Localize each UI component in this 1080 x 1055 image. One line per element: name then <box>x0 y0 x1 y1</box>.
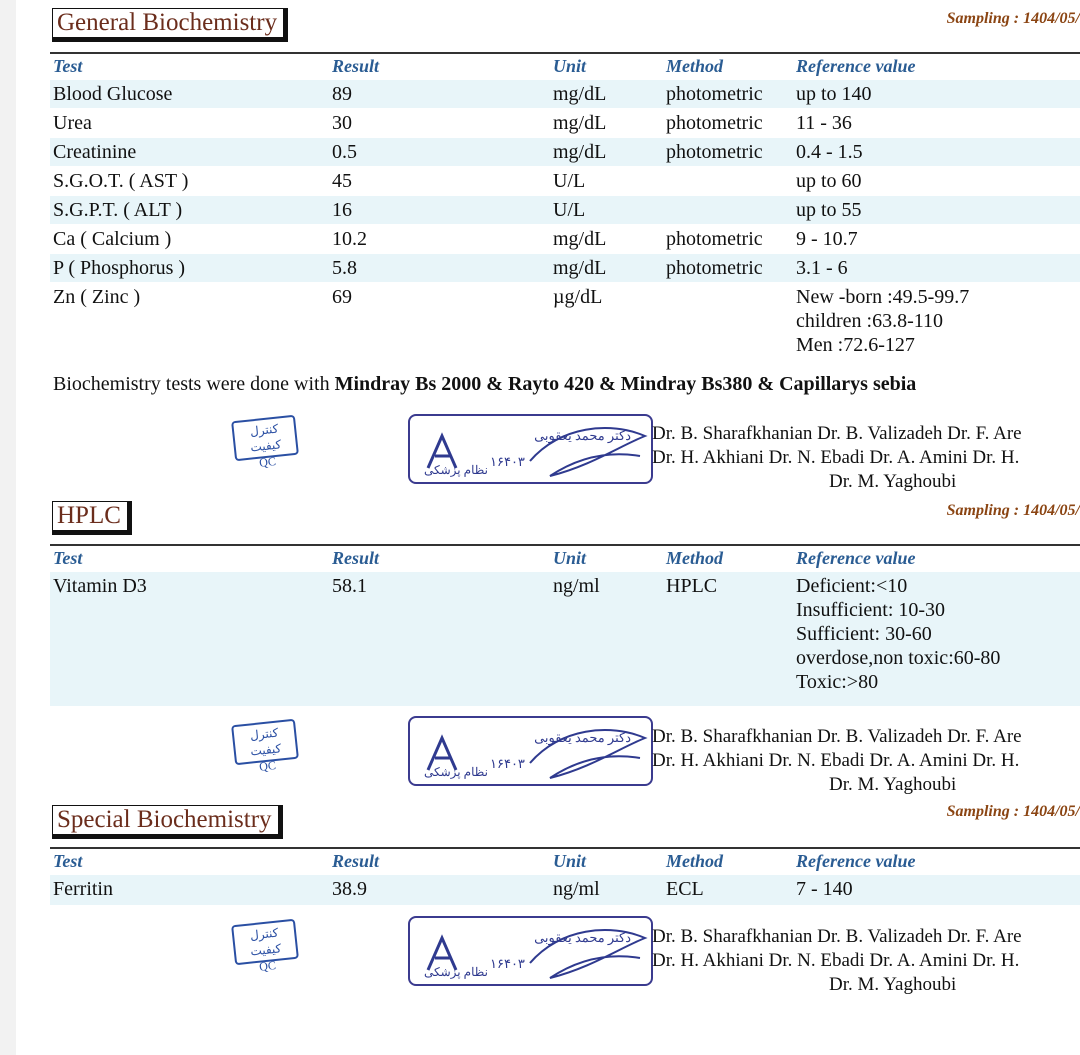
test-reference: Sufficient: 30-60 <box>796 623 932 645</box>
test-unit: mg/dL <box>553 83 607 105</box>
doctors-line: Dr. H. Akhiani Dr. N. Ebadi Dr. A. Amini Dr. H. <box>652 447 1020 468</box>
header-method: Method <box>666 56 724 76</box>
divider <box>50 52 1080 54</box>
test-result: 69 <box>332 286 352 308</box>
test-reference: 9 - 10.7 <box>796 228 858 250</box>
test-name: S.G.P.T. ( ALT ) <box>53 199 183 221</box>
test-name: Vitamin D3 <box>53 575 147 597</box>
test-name: Blood Glucose <box>53 83 173 105</box>
doctors-list <box>652 725 1022 797</box>
doctor-stamp <box>408 414 653 484</box>
header-result: Result <box>332 56 380 76</box>
qc-stamp-label: QC <box>258 958 277 974</box>
test-result: 45 <box>332 170 352 192</box>
test-result: 16 <box>332 199 352 221</box>
doctor-stamp <box>408 716 653 786</box>
doctor-stamp <box>408 916 653 986</box>
doctors-line: Dr. M. Yaghoubi <box>829 974 957 995</box>
qc-stamp <box>231 919 299 974</box>
sampling-date-special: Sampling : 1404/05/ <box>946 803 1080 820</box>
test-reference: overdose,non toxic:60-80 <box>796 647 1001 669</box>
qc-stamp <box>231 415 299 470</box>
qc-stamp-label: QC <box>258 758 277 774</box>
test-unit: mg/dL <box>553 228 607 250</box>
header-method: Method <box>666 851 724 871</box>
doctors-line: Dr. H. Akhiani Dr. N. Ebadi Dr. A. Amini Dr. H. <box>652 950 1020 971</box>
test-unit: ng/ml <box>553 878 600 900</box>
test-reference: 7 - 140 <box>796 878 853 900</box>
test-reference: up to 140 <box>796 83 872 105</box>
test-reference: Men :72.6-127 <box>796 334 915 356</box>
test-name: Ferritin <box>53 878 113 900</box>
qc-stamp <box>231 719 299 774</box>
test-unit: mg/dL <box>553 141 607 163</box>
equipment-note-instruments: Mindray Bs 2000 & Rayto 420 & Mindray Bs380 & Capillarys sebia <box>334 373 917 395</box>
doctors-line: Dr. B. Sharafkhanian Dr. B. Valizadeh Dr. F. Are <box>652 726 1022 747</box>
test-reference: Toxic:>80 <box>796 671 879 693</box>
test-unit: U/L <box>553 170 586 192</box>
stamp-code: ۱۶۴۰۳ <box>490 956 525 971</box>
test-result: 30 <box>332 112 352 134</box>
test-reference: 0.4 - 1.5 <box>796 141 863 163</box>
test-unit: mg/dL <box>553 112 607 134</box>
test-result: 0.5 <box>332 141 357 163</box>
header-method: Method <box>666 548 724 568</box>
doctors-line: Dr. M. Yaghoubi <box>829 774 957 795</box>
stamp-name: دکتر محمد یعقوبی <box>534 730 631 745</box>
test-method: photometric <box>666 228 763 250</box>
header-unit: Unit <box>553 851 587 871</box>
qc-stamp-label-fa: کنترل کیفیت <box>249 421 282 455</box>
test-reference: 3.1 - 6 <box>796 257 848 279</box>
sampling-date-hplc: Sampling : 1404/05/ <box>946 502 1080 519</box>
test-reference: 11 - 36 <box>796 112 852 134</box>
doctors-line: Dr. M. Yaghoubi <box>829 471 957 492</box>
divider <box>50 847 1080 849</box>
test-method: photometric <box>666 257 763 279</box>
test-method: photometric <box>666 141 763 163</box>
test-name: P ( Phosphorus ) <box>53 257 186 279</box>
header-unit: Unit <box>553 548 587 568</box>
test-reference: Insufficient: 10-30 <box>796 599 946 621</box>
test-unit: ng/ml <box>553 575 600 597</box>
test-method: photometric <box>666 112 763 134</box>
header-result: Result <box>332 851 380 871</box>
doctors-list <box>652 925 1022 997</box>
test-result: 10.2 <box>332 228 367 250</box>
equipment-note-prefix: Biochemistry tests were done with <box>53 373 335 395</box>
test-method: HPLC <box>666 575 718 597</box>
test-result: 38.9 <box>332 878 367 900</box>
test-reference: up to 60 <box>796 170 862 192</box>
header-reference: Reference value <box>796 56 916 76</box>
header-reference: Reference value <box>796 851 916 871</box>
test-name: Creatinine <box>53 141 137 163</box>
stamp-logo-text: نظام پزشکی <box>424 463 488 477</box>
stamp-code: ۱۶۴۰۳ <box>490 756 525 771</box>
test-result: 5.8 <box>332 257 357 279</box>
test-method: ECL <box>666 878 704 900</box>
test-unit: mg/dL <box>553 257 607 279</box>
test-reference: Deficient:<10 <box>796 575 908 597</box>
doctors-list <box>652 422 1022 494</box>
header-test: Test <box>53 548 83 568</box>
stamp-name: دکتر محمد یعقوبی <box>534 930 631 945</box>
test-result: 58.1 <box>332 575 367 597</box>
test-method: photometric <box>666 83 763 105</box>
test-name: Ca ( Calcium ) <box>53 228 172 250</box>
section-title-general: General Biochemistry <box>52 8 288 42</box>
qc-stamp-label: QC <box>258 454 277 470</box>
header-test: Test <box>53 56 83 76</box>
test-reference: children :63.8-110 <box>796 310 944 332</box>
doctors-line: Dr. B. Sharafkhanian Dr. B. Valizadeh Dr. F. Are <box>652 926 1022 947</box>
doctors-line: Dr. B. Sharafkhanian Dr. B. Valizadeh Dr. F. Are <box>652 423 1022 444</box>
qc-stamp-label-fa: کنترل کیفیت <box>249 725 282 759</box>
test-result: 89 <box>332 83 352 105</box>
stamp-name: دکتر محمد یعقوبی <box>534 428 631 443</box>
test-unit: U/L <box>553 199 586 221</box>
header-result: Result <box>332 548 380 568</box>
header-unit: Unit <box>553 56 587 76</box>
sampling-date-general: Sampling : 1404/05/ <box>946 10 1080 27</box>
header-test: Test <box>53 851 83 871</box>
header-reference: Reference value <box>796 548 916 568</box>
test-reference: up to 55 <box>796 199 862 221</box>
test-name: Zn ( Zinc ) <box>53 286 141 308</box>
stamp-code: ۱۶۴۰۳ <box>490 454 525 469</box>
test-name: Urea <box>53 112 92 134</box>
stamp-logo-text: نظام پزشکی <box>424 965 488 979</box>
section-title-special: Special Biochemistry <box>52 805 283 839</box>
section-title-hplc: HPLC <box>52 501 132 535</box>
test-unit: µg/dL <box>553 286 603 308</box>
doctors-line: Dr. H. Akhiani Dr. N. Ebadi Dr. A. Amini Dr. H. <box>652 750 1020 771</box>
divider <box>50 544 1080 546</box>
test-name: S.G.O.T. ( AST ) <box>53 170 189 192</box>
test-reference: New -born :49.5-99.7 <box>796 286 970 308</box>
stamp-logo-text: نظام پزشکی <box>424 765 488 779</box>
equipment-note <box>53 373 916 396</box>
qc-stamp-label-fa: کنترل کیفیت <box>249 925 282 959</box>
page-margin <box>0 0 16 1055</box>
